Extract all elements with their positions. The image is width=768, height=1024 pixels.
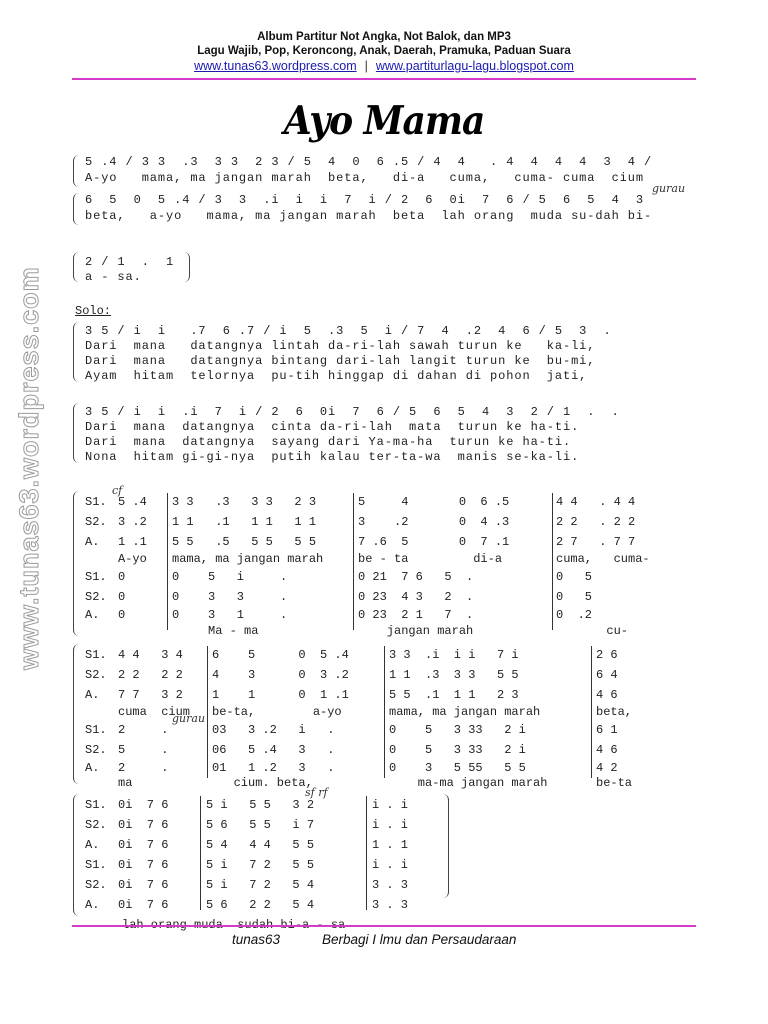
lyric-cell: jangan marah: [358, 624, 474, 638]
notation-cell: 4 4 3 4: [118, 648, 183, 662]
notation-cell: 0i 7 6: [118, 798, 169, 812]
link-separator: |: [364, 59, 368, 73]
footer-right: Berbagi I lmu dan Persaudaraan: [322, 932, 517, 947]
notation-cell: 01 1 .2 3 .: [212, 761, 335, 775]
lyric-line: Ayam hitam telornya pu-tih hinggap di dahan di pohon jati,: [85, 369, 588, 383]
voice-label: A.: [85, 761, 100, 775]
footer-left: tunas63: [232, 932, 281, 947]
lyric-line: Dari mana datangnya bintang dari-lah langit turun ke bu-mi,: [85, 354, 596, 368]
barline: [384, 646, 385, 778]
notation-cell: 0 5: [556, 590, 593, 604]
brace: [183, 252, 190, 282]
annotation: cf: [112, 484, 123, 497]
header-line-1: Album Partitur Not Angka, Not Balok, dan MP3: [257, 31, 511, 43]
notation-cell: 6 1: [596, 723, 618, 737]
notation-line: 6 5 0 5 .4 / 3 3 .i i i 7 i / 2 6 0i 7 6 / 5 6 5 4 3: [85, 193, 644, 207]
annotation: gurau: [652, 182, 686, 195]
notation-cell: 1 .1: [118, 535, 147, 549]
lyric-line: Dari mana datangnya sayang dari Ya-ma-ha turun ke ha-ti.: [85, 435, 572, 449]
notation-cell: 2 6: [596, 648, 618, 662]
brace: [73, 403, 80, 463]
voice-label: S1.: [85, 648, 107, 662]
barline: [353, 493, 354, 630]
brace: [73, 193, 80, 225]
voice-label: A.: [85, 688, 100, 702]
notation-cell: 0: [118, 590, 126, 604]
notation-cell: 2 7 . 7 7: [556, 535, 636, 549]
brace: [73, 322, 80, 382]
notation-cell: 5 i 7 2 5 4: [206, 878, 315, 892]
notation-cell: 3 .2: [118, 515, 147, 529]
notation-cell: 5 6 5 5 i 7: [206, 818, 315, 832]
brace: [73, 794, 80, 916]
lyric-cell: cium. beta,: [212, 776, 313, 790]
barline: [366, 796, 367, 910]
lyric-cell: cuma cium: [118, 705, 191, 719]
notation-cell: 1 1 0 1 .1: [212, 688, 349, 702]
lyric-cell: cuma, cuma-: [556, 552, 650, 566]
notation-cell: 0: [118, 570, 126, 584]
lyric-line: Dari mana datangnya lintah da-ri-lah sawah turun ke ka-li,: [85, 339, 596, 353]
notation-cell: 6 5 0 5 .4: [212, 648, 349, 662]
notation-cell: 5 4 0 6 .5: [358, 495, 510, 509]
notation-cell: i . i: [372, 858, 409, 872]
lyric-line: A-yo mama, ma jangan marah beta, di-a cuma, cuma- cuma cium: [85, 171, 644, 185]
lyric-line: Nona hitam gi-gi-nya putih kalau ter-ta-wa manis se-ka-li.: [85, 450, 580, 464]
lyric-cell: ma-ma jangan marah: [389, 776, 548, 790]
notation-cell: 0i 7 6: [118, 898, 169, 912]
notation-cell: 0 23 2 1 7 .: [358, 608, 474, 622]
voice-label: S2.: [85, 668, 107, 682]
voice-label: S2.: [85, 878, 107, 892]
solo-label: Solo:: [75, 304, 112, 318]
annotation: gurau: [172, 712, 206, 725]
voice-label: A.: [85, 838, 100, 852]
notation-cell: 0i 7 6: [118, 838, 169, 852]
notation-cell: 5 i 7 2 5 5: [206, 858, 315, 872]
barline: [207, 646, 208, 778]
lyric-line: a - sa.: [85, 270, 142, 284]
link-partiturlagu[interactable]: www.partiturlagu-lagu.blogspot.com: [375, 59, 574, 73]
notation-line: 3 5 / i i .7 6 .7 / i 5 .3 5 i / 7 4 .2 4 6 / 5 3 .: [85, 324, 612, 338]
notation-cell: 1 . 1: [372, 838, 409, 852]
notation-cell: 7 .6 5 0 7 .1: [358, 535, 510, 549]
notation-cell: 0 5 3 33 2 i: [389, 723, 526, 737]
voice-label: S2.: [85, 515, 107, 529]
voice-label: S1.: [85, 723, 107, 737]
voice-label: A.: [85, 898, 100, 912]
voice-label: A.: [85, 535, 100, 549]
notation-cell: 5 5 .5 5 5 5 5: [172, 535, 317, 549]
notation-cell: 3 3 .i i i 7 i: [389, 648, 519, 662]
notation-cell: i . i: [372, 818, 409, 832]
notation-cell: 7 7 3 2: [118, 688, 183, 702]
link-tunas63[interactable]: www.tunas63.wordpress.com: [194, 59, 357, 73]
notation-cell: 0 .2: [556, 608, 593, 622]
brace: [73, 252, 80, 282]
notation-cell: 5 .4: [118, 495, 147, 509]
notation-cell: 5 4 4 4 5 5: [206, 838, 315, 852]
notation-cell: 4 6: [596, 688, 618, 702]
notation-cell: 1 1 .3 3 3 5 5: [389, 668, 519, 682]
barline: [552, 493, 553, 630]
notation-cell: 2 .: [118, 723, 169, 737]
voice-label: S2.: [85, 590, 107, 604]
voice-label: A.: [85, 608, 100, 622]
lyric-cell: be - ta di-a: [358, 552, 503, 566]
song-title: Ayo Mama: [283, 97, 485, 145]
voice-label: S1.: [85, 798, 107, 812]
voice-label: S1.: [85, 858, 107, 872]
notation-cell: 4 3 0 3 .2: [212, 668, 349, 682]
brace: [442, 794, 449, 898]
voice-label: S2.: [85, 818, 107, 832]
footer-divider: [72, 925, 696, 927]
notation-cell: 5 i 5 5 3 2: [206, 798, 315, 812]
lyric-cell: beta,: [596, 705, 633, 719]
voice-label: S1.: [85, 495, 107, 509]
notation-cell: i . i: [372, 798, 409, 812]
notation-cell: 06 5 .4 3 .: [212, 743, 335, 757]
header-links: [0, 59, 768, 73]
barline: [200, 796, 201, 910]
notation-cell: 0: [118, 608, 126, 622]
notation-line: 2 / 1 . 1: [85, 255, 175, 269]
notation-cell: 5 .: [118, 743, 169, 757]
notation-cell: 0i 7 6: [118, 818, 169, 832]
notation-cell: 3 3 .3 3 3 2 3: [172, 495, 317, 509]
notation-cell: 0i 7 6: [118, 858, 169, 872]
lyric-cell: be-ta: [596, 776, 633, 790]
notation-cell: 2 2 2 2: [118, 668, 183, 682]
lyric-line: beta, a-yo mama, ma jangan marah beta lah orang muda su-dah bi-: [85, 209, 653, 223]
notation-cell: 3 . 3: [372, 878, 409, 892]
notation-cell: 0 23 4 3 2 .: [358, 590, 474, 604]
barline: [591, 646, 592, 778]
lyric-cell: cu-: [556, 624, 629, 638]
watermark: www.tunas63.wordpress.com: [14, 266, 44, 670]
notation-line: 3 5 / i i .i 7 i / 2 6 0i 7 6 / 5 6 5 4 3 2 / 1 . .: [85, 405, 620, 419]
lyric-cell: mama, ma jangan marah: [172, 552, 324, 566]
notation-cell: 1 1 .1 1 1 1 1: [172, 515, 317, 529]
notation-cell: 0 3 1 .: [172, 608, 288, 622]
notation-cell: 0 5 i .: [172, 570, 288, 584]
header-line-2: Lagu Wajib, Pop, Keroncong, Anak, Daerah, Pramuka, Paduan Suara: [197, 45, 571, 57]
brace: [73, 491, 80, 636]
notation-cell: 5 5 .1 1 1 2 3: [389, 688, 519, 702]
brace: [73, 644, 80, 784]
notation-cell: 3 . 3: [372, 898, 409, 912]
voice-label: S2.: [85, 743, 107, 757]
header-divider: [72, 78, 696, 80]
lyric-line: Dari mana datangnya cinta da-ri-lah mata turun ke ha-ti.: [85, 420, 580, 434]
barline: [167, 493, 168, 630]
lyric-cell: A-yo: [118, 552, 147, 566]
notation-cell: 4 6: [596, 743, 618, 757]
notation-cell: 6 4: [596, 668, 618, 682]
notation-line: 5 .4 / 3 3 .3 3 3 2 3 / 5 4 0 6 .5 / 4 4 . 4 4 4 4 3 4 /: [85, 155, 653, 169]
notation-cell: 0 21 7 6 5 .: [358, 570, 474, 584]
notation-cell: 4 4 . 4 4: [556, 495, 636, 509]
notation-cell: 0i 7 6: [118, 878, 169, 892]
notation-cell: 03 3 .2 i .: [212, 723, 335, 737]
notation-cell: 0 3 3 .: [172, 590, 288, 604]
notation-cell: 0 5 3 33 2 i: [389, 743, 526, 757]
lyric-cell: be-ta, a-yo: [212, 705, 342, 719]
brace: [73, 155, 80, 187]
lyric-cell: Ma - ma: [172, 624, 259, 638]
lyric-cell: mama, ma jangan marah: [389, 705, 541, 719]
notation-cell: 0 5: [556, 570, 593, 584]
voice-label: S1.: [85, 570, 107, 584]
annotation: sf rf: [305, 786, 328, 799]
lyric-cell: ma: [118, 776, 133, 790]
notation-cell: 0 3 5 55 5 5: [389, 761, 526, 775]
notation-cell: 2 2 . 2 2: [556, 515, 636, 529]
notation-cell: 4 2: [596, 761, 618, 775]
notation-cell: 3 .2 0 4 .3: [358, 515, 510, 529]
notation-cell: 2 .: [118, 761, 169, 775]
notation-cell: 5 6 2 2 5 4: [206, 898, 315, 912]
